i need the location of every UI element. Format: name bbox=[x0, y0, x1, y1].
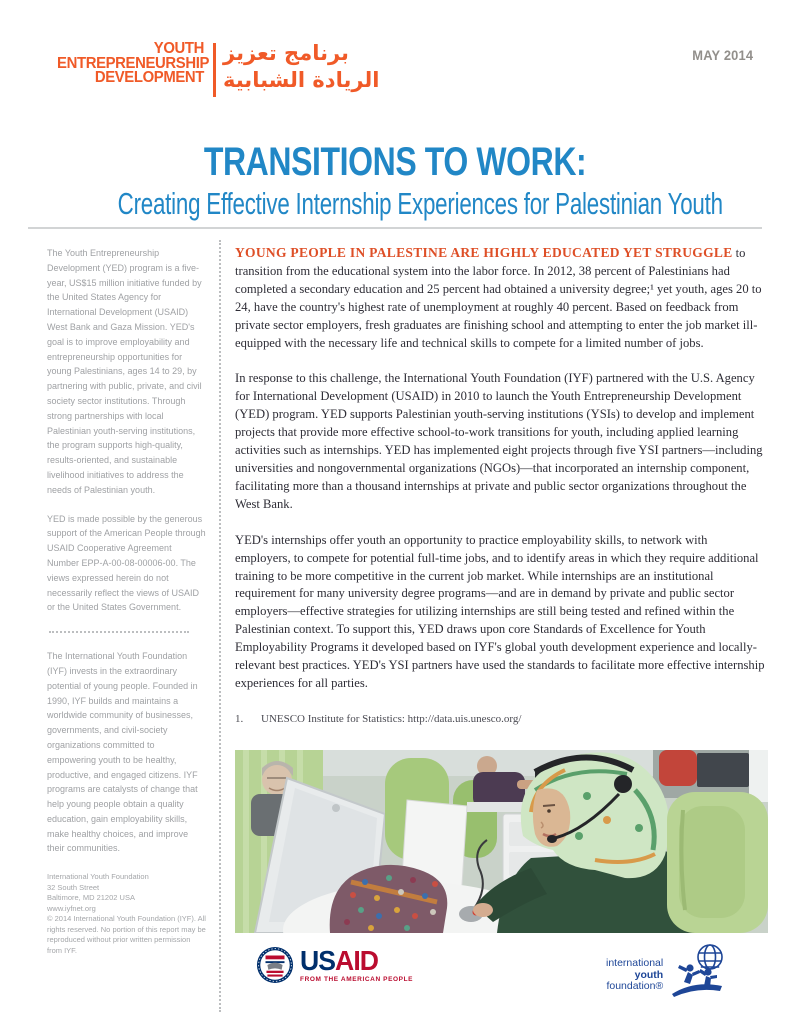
body-paragraph-1 bbox=[235, 244, 766, 352]
sidebar-paragraph-disclaimer: YED is made possible by the generous support of the American People through USAID Cooperative Agreement Number EPP-A-00-08-00006-00. The views expressed herein do not necessarily reflect the views of USAID or the United States Government. bbox=[47, 513, 206, 613]
iyf-wordmark-line2: youth bbox=[634, 968, 664, 981]
address-line: Baltimore, MD 21202 USA bbox=[47, 893, 135, 903]
office-scene-illustration bbox=[235, 750, 768, 933]
yed-logo bbox=[46, 42, 380, 97]
sidebar-divider bbox=[49, 631, 189, 633]
logo-line-arabic: الريادة الشبابية bbox=[223, 68, 380, 92]
copyright-notice: © 2014 International Youth Foundation (IYF). All rights reserved. No portion of this report may be reproduced without prior written permission from IYF. bbox=[47, 914, 206, 955]
body-paragraph-2: In response to this challenge, the International Youth Foundation (IYF) partnered with the U.S. Agency for International Development (USAID) in 2010 to launch the Youth Entrepreneurship Development (YED) program. YED supports Palestinian youth-serving institutions (YSIs) to develop and implement projects that provide more effective school-to-work transitions for youth, including applied learning activities such as internships. YED has implemented eight projects through five YSI partners—including universities and nongovernmental organizations (NGOs)—that incorporated an internship component, facilitating more than a thousand internships at private and public sector organizations throughout the West Bank. bbox=[235, 371, 763, 511]
page-title: TRANSITIONS TO WORK: bbox=[204, 140, 587, 184]
sidebar bbox=[47, 246, 206, 970]
page-subtitle: Creating Effective Internship Experiences for Palestinian Youth bbox=[117, 186, 723, 221]
footnote bbox=[235, 711, 766, 729]
address-line: 32 South Street bbox=[47, 882, 100, 892]
address-line: International Youth Foundation bbox=[47, 872, 149, 882]
yed-logo-arabic bbox=[223, 40, 380, 94]
usaid-wordmark-us: US bbox=[300, 945, 336, 976]
logo-divider-bar bbox=[213, 43, 216, 97]
column-divider bbox=[219, 240, 221, 1012]
logo-line-arabic: برنامج تعزيز bbox=[223, 41, 349, 65]
footnote-text: UNESCO Institute for Statistics: http://data.uis.unesco.org/ bbox=[261, 712, 522, 725]
usaid-wordmark bbox=[300, 945, 414, 983]
sidebar-paragraph-iyf: The International Youth Foundation (IYF) invests in the extraordinary potential of young people. Founded in 1990, IYF builds and maintains a worldwide community of businesses, governments, and civil-society organizations committed to empowering youth to be healthy, productive, and engaged citizens. IYF programs are catalysts of change that help young people obtain a quality education, gain employability skills, make healthy choices, and improve their communities. bbox=[47, 651, 198, 854]
logo-line: DEVELOPMENT bbox=[94, 69, 204, 86]
usaid-seal-icon bbox=[256, 946, 294, 984]
page-title-row bbox=[0, 140, 791, 185]
page-subtitle-row bbox=[0, 186, 791, 222]
logo-line: ENTREPRENEURSHIP bbox=[57, 54, 210, 72]
iyf-logo bbox=[606, 942, 728, 1004]
usaid-wordmark-aid: AID bbox=[335, 945, 379, 976]
header-divider bbox=[28, 227, 762, 229]
internship-photo bbox=[235, 750, 768, 933]
lead-in-text: YOUNG PEOPLE IN PALESTINE ARE HIGHLY EDUCATED YET STRUGGLE bbox=[235, 245, 733, 260]
iyf-wordmark-line1: international bbox=[606, 957, 664, 969]
usaid-tagline: FROM THE AMERICAN PEOPLE bbox=[300, 976, 414, 983]
iyf-globe-figures-icon bbox=[666, 942, 728, 1004]
sidebar-paragraph-yed: The Youth Entrepreneurship Development (YED) program is a five-year, US$15 million initiative funded by the United States Agency for International Development (USAID) West Bank and Gaza Mission. YED's goal is to improve employability and entrepreneurship opportunities for young Palestinians, ages 14 to 29, by partnering with public, private, and civil society sector institutions. Through strong partnerships with local Palestinian youth-serving institutions, the program supports high-quality, results-oriented, and sustainable livelihood initiatives to address the needs of Palestinian youth. bbox=[47, 248, 202, 495]
body-paragraph-3: YED's internships offer youth an opportunity to practice employability skills, to network with employers, to compete for potential full-time jobs, and to identify areas in which they require additional training to be more competitive in the current job market. While internships are an institutional requirement for many university degree programs—and are in demand by private and public sector employers—effective strategies for utilizing internships are still being tested and refined within the Palestinian context. To support this, YED draws upon core Standards of Excellence for Youth Employability Programs it developed based on IYF's global youth development experience and locally-relevant best practices. YED's YSI partners have used the standards to facilitate more effective internship experiences for all parties. bbox=[235, 532, 765, 690]
yed-logo-english bbox=[57, 40, 210, 86]
logo-line: YOUTH bbox=[153, 40, 204, 57]
usaid-logo bbox=[256, 946, 413, 984]
body-paragraph-1-text: to transition from the educational system into the labor force. In 2012, 38 percent of Palestinians had completed a secondary education and 25 percent had obtained a university degree;¹ yet youth, ages 20 to 24, have the country's highest rate of unemployment at roughly 40 percent. Based on feedback from private sector employers, fresh graduates are finishing school and attempting to enter the job market ill-equipped with the necessary life and technical skills to compete for a limited number of jobs. bbox=[235, 246, 762, 350]
issue-date: MAY 2014 bbox=[692, 47, 753, 63]
address-line-website: www.iyfnet.org bbox=[47, 903, 96, 913]
iyf-wordmark-line3: foundation® bbox=[606, 980, 664, 992]
footnote-number: 1. bbox=[235, 712, 244, 725]
main-article bbox=[235, 244, 766, 729]
iyf-address bbox=[47, 872, 206, 914]
iyf-wordmark bbox=[606, 958, 663, 993]
